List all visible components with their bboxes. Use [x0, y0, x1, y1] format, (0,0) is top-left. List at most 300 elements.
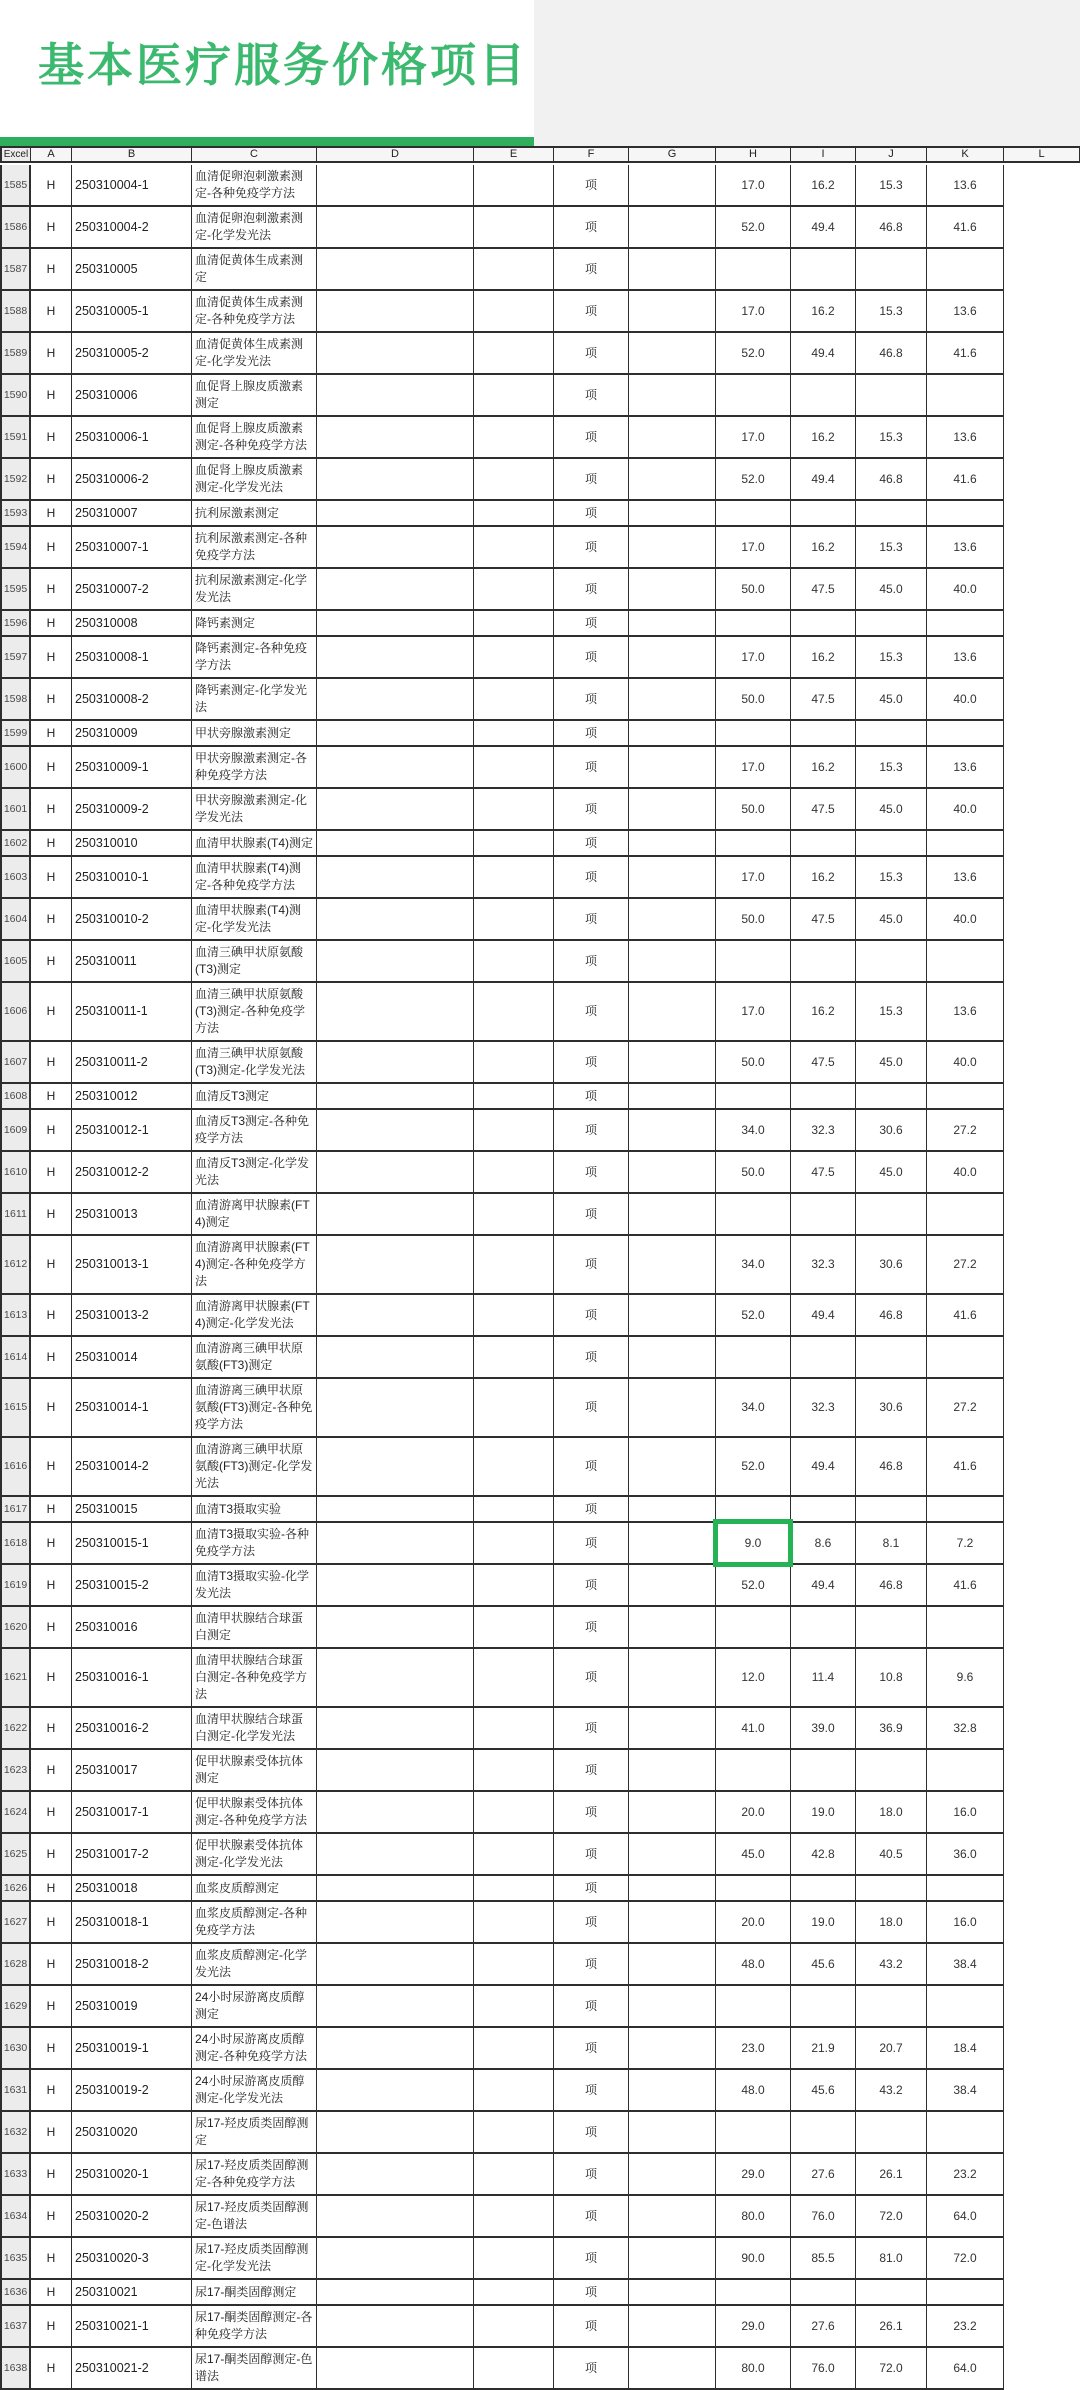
description-cell[interactable]: 降钙素测定-各种免疫学方法 [192, 637, 317, 677]
price-i-cell[interactable]: 47.5 [791, 1152, 856, 1192]
price-j-cell[interactable] [856, 2112, 927, 2152]
cell-g[interactable] [629, 1152, 716, 1192]
price-i-cell[interactable]: 76.0 [791, 2348, 856, 2388]
price-k-cell[interactable] [927, 501, 1004, 525]
description-cell[interactable]: 血促肾上腺皮质激素测定-化学发光法 [192, 459, 317, 499]
price-i-cell[interactable]: 49.4 [791, 1295, 856, 1335]
price-i-cell[interactable]: 49.4 [791, 207, 856, 247]
description-cell[interactable]: 血清甲状腺结合球蛋白测定-化学发光法 [192, 1708, 317, 1748]
unit-cell[interactable]: 项 [554, 249, 629, 289]
cell-d[interactable] [317, 249, 474, 289]
cell-g[interactable] [629, 1438, 716, 1495]
row-number-cell[interactable]: 1598 [0, 679, 31, 719]
unit-cell[interactable]: 项 [554, 679, 629, 719]
code-cell[interactable]: 250310020 [72, 2112, 192, 2152]
cell-d[interactable] [317, 831, 474, 855]
price-j-cell[interactable]: 10.8 [856, 1649, 927, 1706]
price-k-cell[interactable]: 40.0 [927, 569, 1004, 609]
unit-cell[interactable]: 项 [554, 333, 629, 373]
price-j-cell[interactable] [856, 831, 927, 855]
cell-e[interactable] [474, 291, 554, 331]
code-cell[interactable]: 250310018-2 [72, 1944, 192, 1984]
row-number-cell[interactable]: 1616 [0, 1438, 31, 1495]
price-k-cell[interactable]: 13.6 [927, 291, 1004, 331]
unit-cell[interactable]: 项 [554, 1152, 629, 1192]
cell-d[interactable] [317, 789, 474, 829]
price-h-cell[interactable] [716, 2280, 791, 2304]
cell-e[interactable] [474, 983, 554, 1040]
price-h-cell[interactable]: 41.0 [716, 1708, 791, 1748]
price-k-cell[interactable] [927, 249, 1004, 289]
price-i-cell[interactable]: 21.9 [791, 2028, 856, 2068]
price-j-cell[interactable]: 45.0 [856, 1042, 927, 1082]
price-i-cell[interactable] [791, 1084, 856, 1108]
description-cell[interactable]: 血清促卵泡刺激素测定-化学发光法 [192, 207, 317, 247]
description-cell[interactable]: 血清促卵泡刺激素测定-各种免疫学方法 [192, 165, 317, 205]
unit-cell[interactable]: 项 [554, 1438, 629, 1495]
unit-cell[interactable]: 项 [554, 747, 629, 787]
price-k-cell[interactable]: 40.0 [927, 1152, 1004, 1192]
description-cell[interactable]: 尿17-羟皮质类固醇测定 [192, 2112, 317, 2152]
price-h-cell[interactable]: 17.0 [716, 165, 791, 205]
cell-d[interactable] [317, 1649, 474, 1706]
unit-cell[interactable]: 项 [554, 1379, 629, 1436]
price-i-cell[interactable]: 47.5 [791, 679, 856, 719]
unit-cell[interactable]: 项 [554, 899, 629, 939]
cell-g[interactable] [629, 637, 716, 677]
row-number-cell[interactable]: 1601 [0, 789, 31, 829]
price-k-cell[interactable]: 41.6 [927, 1438, 1004, 1495]
row-number-cell[interactable]: 1618 [0, 1523, 31, 1563]
cell-e[interactable] [474, 789, 554, 829]
price-i-cell[interactable]: 49.4 [791, 1438, 856, 1495]
price-h-cell[interactable] [716, 2112, 791, 2152]
row-number-cell[interactable]: 1624 [0, 1792, 31, 1832]
price-k-cell[interactable] [927, 1607, 1004, 1647]
category-cell[interactable]: H [31, 527, 72, 567]
unit-cell[interactable]: 项 [554, 1944, 629, 1984]
description-cell[interactable]: 血清游离三碘甲状原氨酸(FT3)测定-化学发光法 [192, 1438, 317, 1495]
row-number-cell[interactable]: 1606 [0, 983, 31, 1040]
price-j-cell[interactable] [856, 1876, 927, 1900]
column-header-E[interactable]: E [474, 146, 554, 163]
description-cell[interactable]: 血清促黄体生成素测定 [192, 249, 317, 289]
column-header-H[interactable]: H [716, 146, 791, 163]
price-i-cell[interactable] [791, 1876, 856, 1900]
category-cell[interactable]: H [31, 165, 72, 205]
unit-cell[interactable]: 项 [554, 1236, 629, 1293]
cell-g[interactable] [629, 1649, 716, 1706]
price-i-cell[interactable]: 39.0 [791, 1708, 856, 1748]
unit-cell[interactable]: 项 [554, 1834, 629, 1874]
price-k-cell[interactable]: 23.2 [927, 2306, 1004, 2346]
price-i-cell[interactable] [791, 1194, 856, 1234]
price-k-cell[interactable]: 38.4 [927, 2070, 1004, 2110]
price-h-cell[interactable]: 17.0 [716, 747, 791, 787]
unit-cell[interactable]: 项 [554, 1792, 629, 1832]
cell-e[interactable] [474, 1194, 554, 1234]
price-i-cell[interactable]: 49.4 [791, 459, 856, 499]
price-h-cell[interactable]: 17.0 [716, 527, 791, 567]
row-number-cell[interactable]: 1631 [0, 2070, 31, 2110]
unit-cell[interactable]: 项 [554, 789, 629, 829]
unit-cell[interactable]: 项 [554, 2280, 629, 2304]
price-h-cell[interactable]: 34.0 [716, 1236, 791, 1293]
row-number-cell[interactable]: 1609 [0, 1110, 31, 1150]
row-number-cell[interactable]: 1608 [0, 1084, 31, 1108]
row-number-cell[interactable]: 1626 [0, 1876, 31, 1900]
price-j-cell[interactable]: 15.3 [856, 417, 927, 457]
price-h-cell[interactable]: 45.0 [716, 1834, 791, 1874]
price-h-cell[interactable] [716, 1337, 791, 1377]
code-cell[interactable]: 250310011 [72, 941, 192, 981]
category-cell[interactable]: H [31, 1295, 72, 1335]
row-number-cell[interactable]: 1597 [0, 637, 31, 677]
price-i-cell[interactable] [791, 249, 856, 289]
cell-e[interactable] [474, 1876, 554, 1900]
price-k-cell[interactable]: 64.0 [927, 2348, 1004, 2388]
unit-cell[interactable]: 项 [554, 2306, 629, 2346]
cell-e[interactable] [474, 333, 554, 373]
unit-cell[interactable]: 项 [554, 1607, 629, 1647]
unit-cell[interactable]: 项 [554, 1110, 629, 1150]
price-k-cell[interactable] [927, 1750, 1004, 1790]
price-j-cell[interactable]: 30.6 [856, 1236, 927, 1293]
price-j-cell[interactable] [856, 501, 927, 525]
category-cell[interactable]: H [31, 1523, 72, 1563]
price-i-cell[interactable]: 27.6 [791, 2306, 856, 2346]
price-k-cell[interactable]: 13.6 [927, 857, 1004, 897]
row-number-cell[interactable]: 1590 [0, 375, 31, 415]
unit-cell[interactable]: 项 [554, 831, 629, 855]
code-cell[interactable]: 250310021 [72, 2280, 192, 2304]
price-h-cell[interactable]: 52.0 [716, 333, 791, 373]
description-cell[interactable]: 促甲状腺素受体抗体测定 [192, 1750, 317, 1790]
price-j-cell[interactable]: 15.3 [856, 527, 927, 567]
description-cell[interactable]: 尿17-羟皮质类固醇测定-各种免疫学方法 [192, 2154, 317, 2194]
price-j-cell[interactable]: 81.0 [856, 2238, 927, 2278]
price-i-cell[interactable]: 16.2 [791, 747, 856, 787]
unit-cell[interactable]: 项 [554, 2070, 629, 2110]
price-h-cell[interactable]: 50.0 [716, 569, 791, 609]
cell-e[interactable] [474, 1750, 554, 1790]
row-number-cell[interactable]: 1622 [0, 1708, 31, 1748]
code-cell[interactable]: 250310016 [72, 1607, 192, 1647]
price-j-cell[interactable]: 26.1 [856, 2306, 927, 2346]
description-cell[interactable]: 血浆皮质醇测定-各种免疫学方法 [192, 1902, 317, 1942]
price-i-cell[interactable] [791, 1986, 856, 2026]
cell-g[interactable] [629, 1084, 716, 1108]
price-k-cell[interactable] [927, 2280, 1004, 2304]
cell-d[interactable] [317, 1152, 474, 1192]
price-h-cell[interactable] [716, 831, 791, 855]
cell-e[interactable] [474, 1649, 554, 1706]
unit-cell[interactable]: 项 [554, 1194, 629, 1234]
cell-d[interactable] [317, 1042, 474, 1082]
price-j-cell[interactable]: 45.0 [856, 1152, 927, 1192]
code-cell[interactable]: 250310004-1 [72, 165, 192, 205]
price-k-cell[interactable]: 13.6 [927, 983, 1004, 1040]
category-cell[interactable]: H [31, 1194, 72, 1234]
cell-g[interactable] [629, 679, 716, 719]
code-cell[interactable]: 250310018 [72, 1876, 192, 1900]
row-number-cell[interactable]: 1638 [0, 2348, 31, 2388]
unit-cell[interactable]: 项 [554, 165, 629, 205]
category-cell[interactable]: H [31, 2280, 72, 2304]
unit-cell[interactable]: 项 [554, 2238, 629, 2278]
unit-cell[interactable]: 项 [554, 1876, 629, 1900]
cell-d[interactable] [317, 291, 474, 331]
description-cell[interactable]: 血清T3摄取实验-各种免疫学方法 [192, 1523, 317, 1563]
cell-e[interactable] [474, 417, 554, 457]
price-h-cell[interactable]: 52.0 [716, 1295, 791, 1335]
price-j-cell[interactable] [856, 611, 927, 635]
price-k-cell[interactable]: 40.0 [927, 679, 1004, 719]
category-cell[interactable]: H [31, 2154, 72, 2194]
price-h-cell[interactable] [716, 1084, 791, 1108]
cell-e[interactable] [474, 1042, 554, 1082]
price-k-cell[interactable] [927, 831, 1004, 855]
price-j-cell[interactable]: 45.0 [856, 899, 927, 939]
code-cell[interactable]: 250310006-2 [72, 459, 192, 499]
price-j-cell[interactable] [856, 941, 927, 981]
price-i-cell[interactable]: 49.4 [791, 1565, 856, 1605]
category-cell[interactable]: H [31, 1944, 72, 1984]
row-number-cell[interactable]: 1628 [0, 1944, 31, 1984]
price-j-cell[interactable] [856, 1337, 927, 1377]
unit-cell[interactable]: 项 [554, 941, 629, 981]
category-cell[interactable]: H [31, 1607, 72, 1647]
code-cell[interactable]: 250310009 [72, 721, 192, 745]
cell-e[interactable] [474, 831, 554, 855]
code-cell[interactable]: 250310019-2 [72, 2070, 192, 2110]
price-j-cell[interactable]: 20.7 [856, 2028, 927, 2068]
unit-cell[interactable]: 项 [554, 2154, 629, 2194]
category-cell[interactable]: H [31, 1649, 72, 1706]
description-cell[interactable]: 尿17-羟皮质类固醇测定-化学发光法 [192, 2238, 317, 2278]
price-h-cell[interactable]: 52.0 [716, 1565, 791, 1605]
cell-d[interactable] [317, 1792, 474, 1832]
description-cell[interactable]: 血清游离甲状腺素(FT4)测定-各种免疫学方法 [192, 1236, 317, 1293]
cell-d[interactable] [317, 501, 474, 525]
cell-e[interactable] [474, 2028, 554, 2068]
row-number-cell[interactable]: 1603 [0, 857, 31, 897]
category-cell[interactable]: H [31, 291, 72, 331]
cell-d[interactable] [317, 1708, 474, 1748]
price-i-cell[interactable] [791, 1750, 856, 1790]
price-h-cell[interactable] [716, 941, 791, 981]
description-cell[interactable]: 血清游离甲状腺素(FT4)测定 [192, 1194, 317, 1234]
price-k-cell[interactable]: 13.6 [927, 747, 1004, 787]
cell-e[interactable] [474, 611, 554, 635]
price-h-cell[interactable]: 50.0 [716, 1042, 791, 1082]
price-i-cell[interactable]: 49.4 [791, 333, 856, 373]
price-h-cell[interactable] [716, 1876, 791, 1900]
code-cell[interactable]: 250310017-1 [72, 1792, 192, 1832]
row-number-cell[interactable]: 1610 [0, 1152, 31, 1192]
row-number-cell[interactable]: 1614 [0, 1337, 31, 1377]
price-j-cell[interactable] [856, 721, 927, 745]
cell-d[interactable] [317, 1295, 474, 1335]
row-number-cell[interactable]: 1632 [0, 2112, 31, 2152]
category-cell[interactable]: H [31, 679, 72, 719]
price-k-cell[interactable]: 27.2 [927, 1110, 1004, 1150]
column-header-L[interactable]: L [1004, 146, 1080, 163]
cell-d[interactable] [317, 611, 474, 635]
cell-d[interactable] [317, 899, 474, 939]
description-cell[interactable]: 24小时尿游离皮质醇测定 [192, 1986, 317, 2026]
price-k-cell[interactable]: 18.4 [927, 2028, 1004, 2068]
price-h-cell[interactable]: 29.0 [716, 2154, 791, 2194]
price-k-cell[interactable]: 41.6 [927, 459, 1004, 499]
cell-e[interactable] [474, 527, 554, 567]
price-i-cell[interactable] [791, 831, 856, 855]
code-cell[interactable]: 250310014-1 [72, 1379, 192, 1436]
cell-g[interactable] [629, 1902, 716, 1942]
unit-cell[interactable]: 项 [554, 291, 629, 331]
unit-cell[interactable]: 项 [554, 857, 629, 897]
cell-e[interactable] [474, 747, 554, 787]
price-j-cell[interactable]: 15.3 [856, 857, 927, 897]
cell-g[interactable] [629, 291, 716, 331]
price-i-cell[interactable] [791, 501, 856, 525]
price-h-cell[interactable]: 17.0 [716, 637, 791, 677]
cell-e[interactable] [474, 857, 554, 897]
cell-e[interactable] [474, 2112, 554, 2152]
category-cell[interactable]: H [31, 1565, 72, 1605]
cell-d[interactable] [317, 2028, 474, 2068]
price-k-cell[interactable]: 40.0 [927, 1042, 1004, 1082]
cell-d[interactable] [317, 1944, 474, 1984]
cell-e[interactable] [474, 1337, 554, 1377]
price-k-cell[interactable]: 13.6 [927, 417, 1004, 457]
cell-g[interactable] [629, 249, 716, 289]
price-h-cell[interactable] [716, 1194, 791, 1234]
price-j-cell[interactable]: 15.3 [856, 983, 927, 1040]
unit-cell[interactable]: 项 [554, 527, 629, 567]
unit-cell[interactable]: 项 [554, 1084, 629, 1108]
price-h-cell[interactable]: 12.0 [716, 1649, 791, 1706]
code-cell[interactable]: 250310005 [72, 249, 192, 289]
price-i-cell[interactable]: 32.3 [791, 1379, 856, 1436]
description-cell[interactable]: 降钙素测定 [192, 611, 317, 635]
cell-g[interactable] [629, 207, 716, 247]
cell-g[interactable] [629, 1110, 716, 1150]
category-cell[interactable]: H [31, 1708, 72, 1748]
price-i-cell[interactable]: 27.6 [791, 2154, 856, 2194]
cell-g[interactable] [629, 1876, 716, 1900]
cell-d[interactable] [317, 679, 474, 719]
unit-cell[interactable]: 项 [554, 1649, 629, 1706]
price-i-cell[interactable]: 32.3 [791, 1110, 856, 1150]
row-number-cell[interactable]: 1600 [0, 747, 31, 787]
cell-d[interactable] [317, 2348, 474, 2388]
price-h-cell[interactable] [716, 611, 791, 635]
price-k-cell[interactable] [927, 941, 1004, 981]
cell-d[interactable] [317, 527, 474, 567]
cell-g[interactable] [629, 1792, 716, 1832]
price-k-cell[interactable]: 72.0 [927, 2238, 1004, 2278]
row-number-cell[interactable]: 1615 [0, 1379, 31, 1436]
code-cell[interactable]: 250310007-2 [72, 569, 192, 609]
cell-e[interactable] [474, 1523, 554, 1563]
description-cell[interactable]: 血清游离甲状腺素(FT4)测定-化学发光法 [192, 1295, 317, 1335]
unit-cell[interactable]: 项 [554, 721, 629, 745]
description-cell[interactable]: 血清三碘甲状原氨酸(T3)测定-各种免疫学方法 [192, 983, 317, 1040]
price-i-cell[interactable]: 32.3 [791, 1236, 856, 1293]
price-k-cell[interactable]: 13.6 [927, 527, 1004, 567]
price-j-cell[interactable]: 46.8 [856, 207, 927, 247]
row-number-cell[interactable]: 1611 [0, 1194, 31, 1234]
cell-g[interactable] [629, 375, 716, 415]
cell-g[interactable] [629, 459, 716, 499]
price-j-cell[interactable]: 30.6 [856, 1379, 927, 1436]
row-number-cell[interactable]: 1630 [0, 2028, 31, 2068]
price-j-cell[interactable]: 15.3 [856, 747, 927, 787]
price-k-cell[interactable]: 27.2 [927, 1236, 1004, 1293]
description-cell[interactable]: 尿17-酮类固醇测定-色谱法 [192, 2348, 317, 2388]
price-k-cell[interactable]: 38.4 [927, 1944, 1004, 1984]
price-h-cell[interactable] [716, 1497, 791, 1521]
cell-e[interactable] [474, 1944, 554, 1984]
cell-g[interactable] [629, 1986, 716, 2026]
cell-d[interactable] [317, 207, 474, 247]
code-cell[interactable]: 250310012-2 [72, 1152, 192, 1192]
description-cell[interactable]: 抗利尿激素测定-各种免疫学方法 [192, 527, 317, 567]
code-cell[interactable]: 250310015-2 [72, 1565, 192, 1605]
code-cell[interactable]: 250310018-1 [72, 1902, 192, 1942]
price-i-cell[interactable] [791, 1497, 856, 1521]
category-cell[interactable]: H [31, 1110, 72, 1150]
unit-cell[interactable]: 项 [554, 1042, 629, 1082]
cell-e[interactable] [474, 1607, 554, 1647]
unit-cell[interactable]: 项 [554, 501, 629, 525]
cell-g[interactable] [629, 857, 716, 897]
price-k-cell[interactable] [927, 1876, 1004, 1900]
column-header-B[interactable]: B [72, 146, 192, 163]
price-i-cell[interactable] [791, 2280, 856, 2304]
unit-cell[interactable]: 项 [554, 375, 629, 415]
price-h-cell[interactable]: 52.0 [716, 207, 791, 247]
code-cell[interactable]: 250310011-2 [72, 1042, 192, 1082]
description-cell[interactable]: 血清甲状腺素(T4)测定-化学发光法 [192, 899, 317, 939]
row-number-cell[interactable]: 1602 [0, 831, 31, 855]
code-cell[interactable]: 250310010 [72, 831, 192, 855]
price-h-cell[interactable]: 48.0 [716, 1944, 791, 1984]
description-cell[interactable]: 降钙素测定-化学发光法 [192, 679, 317, 719]
price-i-cell[interactable]: 47.5 [791, 569, 856, 609]
description-cell[interactable]: 尿17-羟皮质类固醇测定-色谱法 [192, 2196, 317, 2236]
price-j-cell[interactable]: 45.0 [856, 569, 927, 609]
price-j-cell[interactable]: 46.8 [856, 1295, 927, 1335]
price-i-cell[interactable]: 45.6 [791, 2070, 856, 2110]
code-cell[interactable]: 250310021-1 [72, 2306, 192, 2346]
price-i-cell[interactable] [791, 1607, 856, 1647]
category-cell[interactable]: H [31, 721, 72, 745]
cell-e[interactable] [474, 1295, 554, 1335]
price-i-cell[interactable]: 19.0 [791, 1902, 856, 1942]
price-j-cell[interactable]: 45.0 [856, 789, 927, 829]
code-cell[interactable]: 250310017 [72, 1750, 192, 1790]
row-number-cell[interactable]: 1629 [0, 1986, 31, 2026]
cell-d[interactable] [317, 2070, 474, 2110]
row-number-cell[interactable]: 1593 [0, 501, 31, 525]
cell-e[interactable] [474, 637, 554, 677]
cell-g[interactable] [629, 789, 716, 829]
price-j-cell[interactable]: 45.0 [856, 679, 927, 719]
code-cell[interactable]: 250310020-1 [72, 2154, 192, 2194]
cell-d[interactable] [317, 941, 474, 981]
